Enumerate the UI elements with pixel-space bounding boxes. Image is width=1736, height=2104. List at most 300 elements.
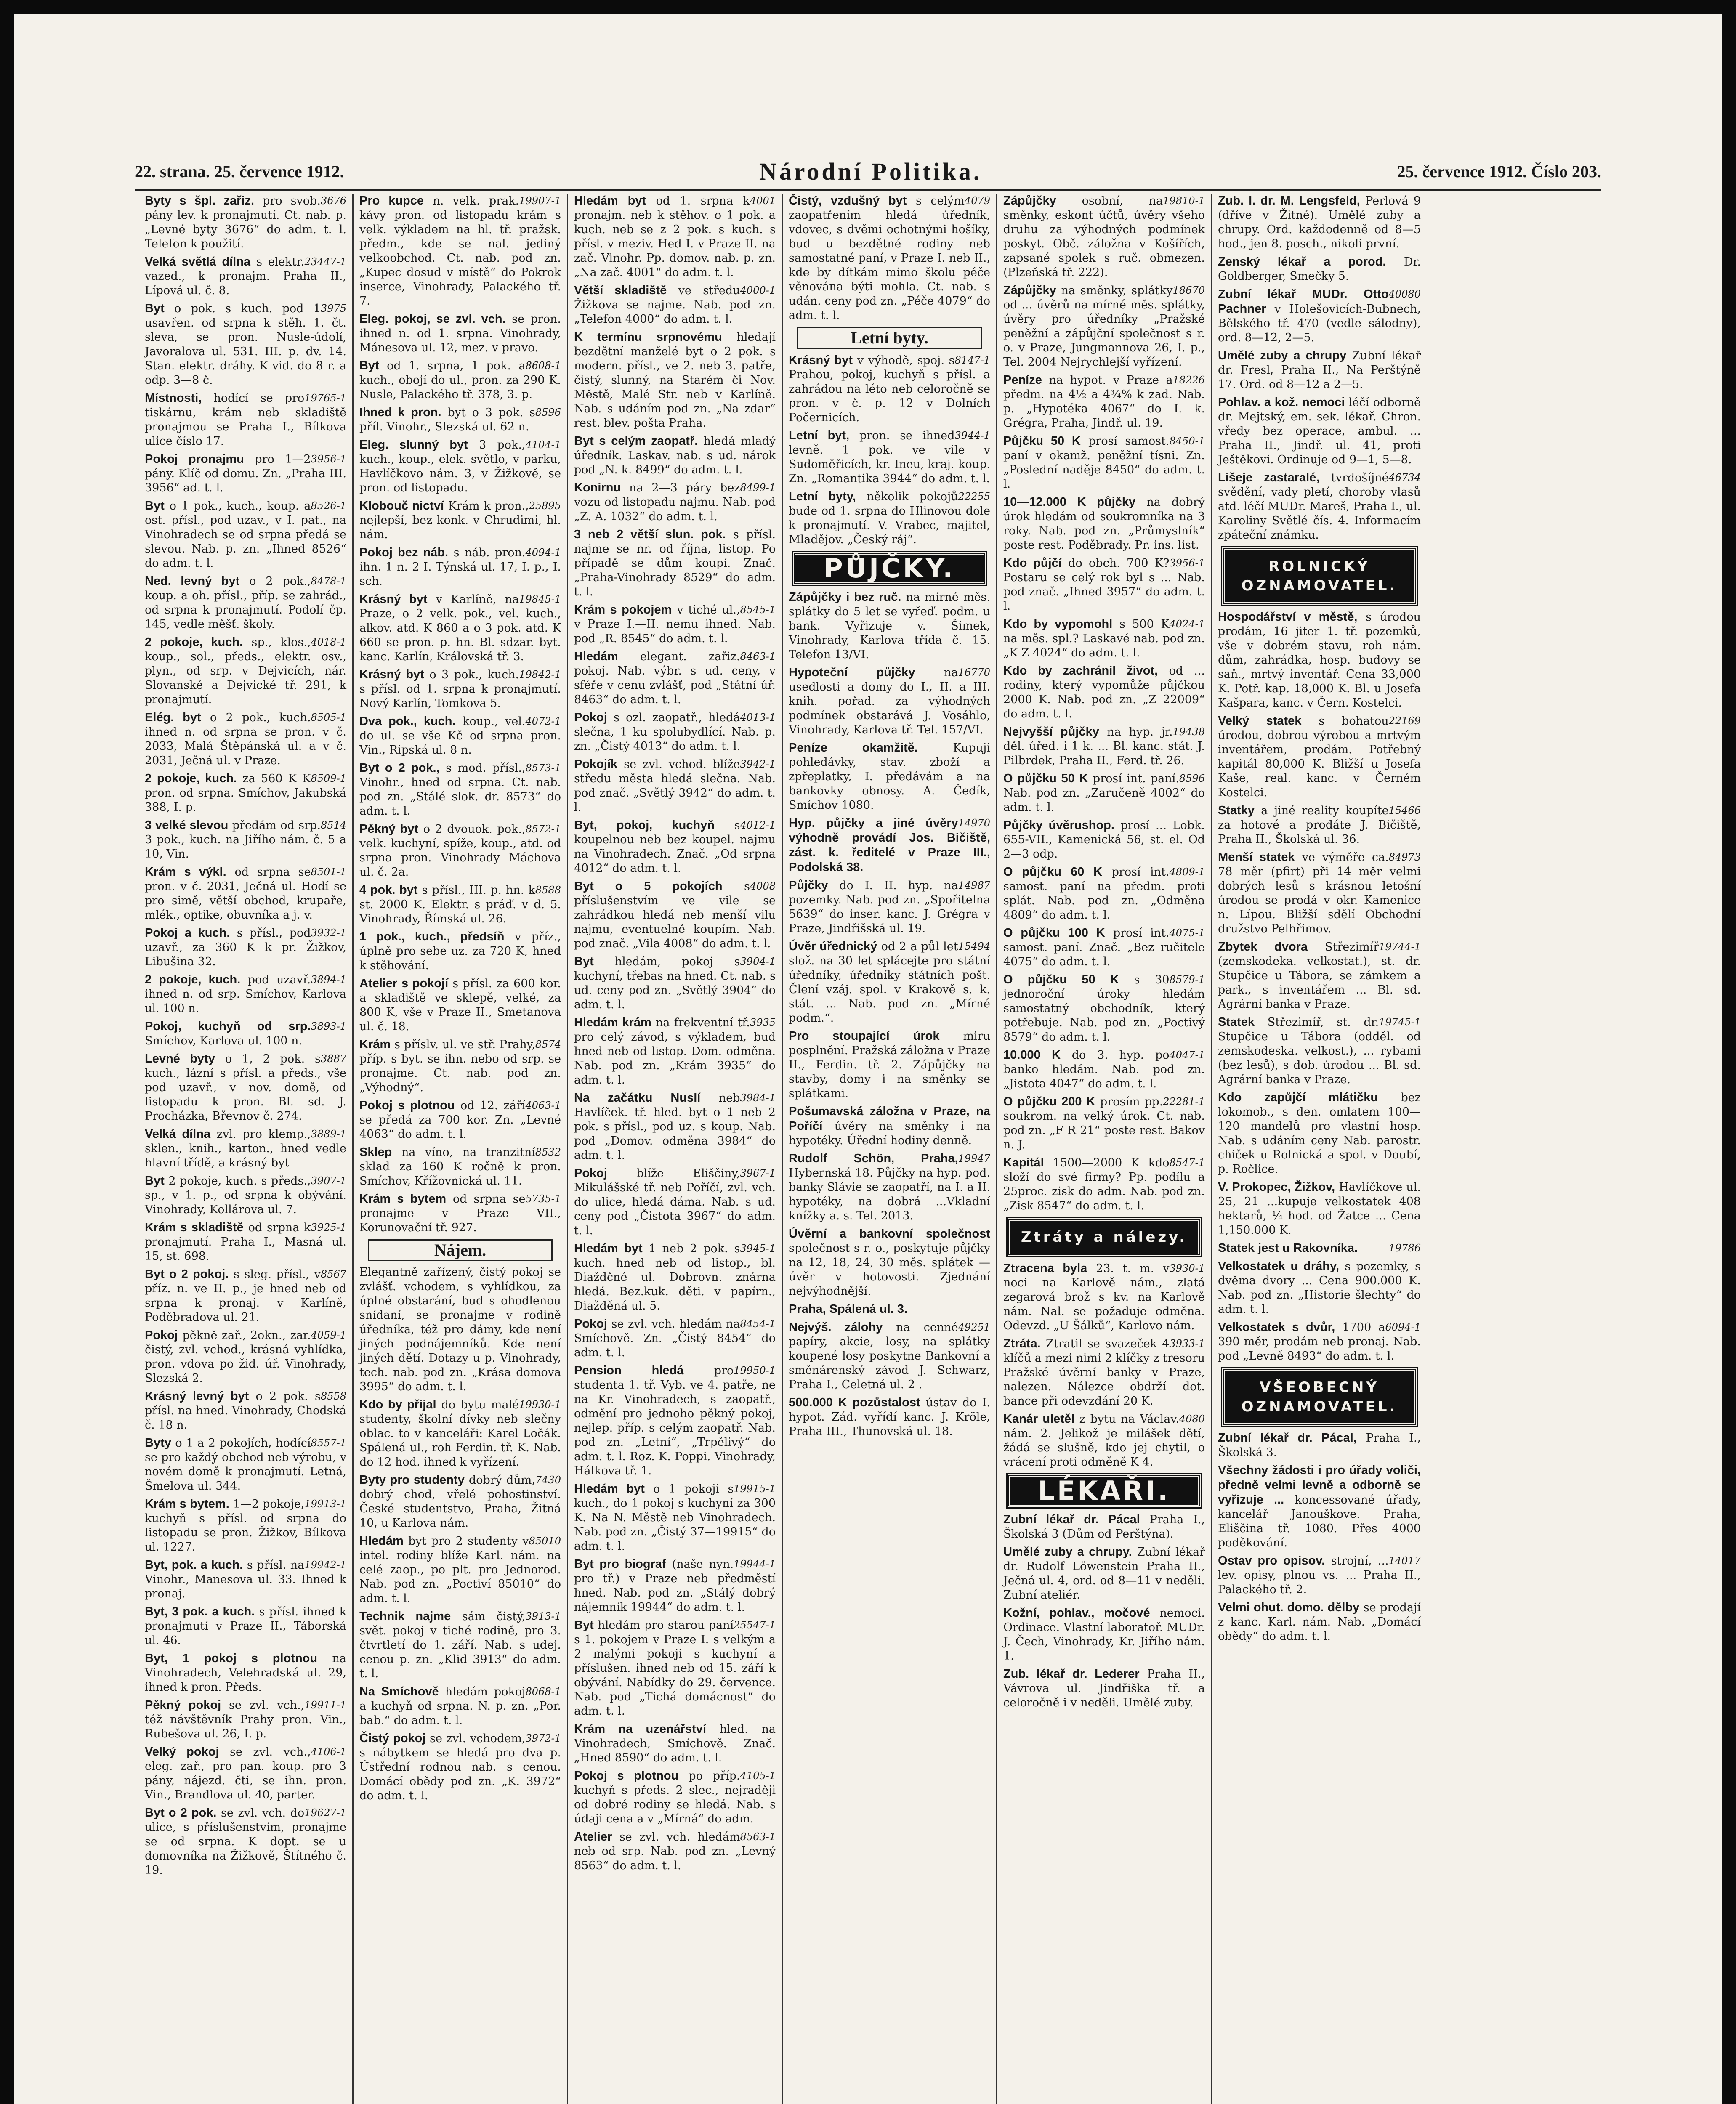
classified-ad <box>1003 1336 1205 1408</box>
ad-code: 8509-1 <box>311 773 346 784</box>
ad-code: 8463-1 <box>740 651 776 662</box>
ad-title: Menší statek <box>1218 850 1295 864</box>
ad-title: Velkostatek s dvůr, <box>1218 1320 1335 1334</box>
ad-code: 7430 <box>535 1474 561 1486</box>
classified-ad <box>1218 1431 1421 1460</box>
ad-title: Elég. byt <box>145 711 201 724</box>
ad-text: Krám k pron., nejlepší, bez konk. v Chrudimi, hl. nám. <box>359 499 561 541</box>
ad-text: Praha I., Školská 3. <box>1218 1432 1421 1459</box>
classified-ad <box>1218 1554 1421 1597</box>
classified-ad <box>359 545 561 589</box>
ad-title: Velkostatek u dráhy, <box>1218 1259 1340 1273</box>
ad-text: na usedlosti a domy do I., II. a III. knih. pořad. za výhodných podmínek obstarává J. Vosáhlo, Vinohrady, Karlova tř. Tel. 157/VI. <box>789 666 990 736</box>
ad-text: od srpna se pronajme v Praze VII., Korunovační tř. 927. <box>359 1193 561 1234</box>
ad-code: 19942-1 <box>304 1559 346 1571</box>
ad-code: 3942-1 <box>740 758 776 770</box>
ad-title: Hledám <box>574 650 618 663</box>
ad-title: Kdo zapůjčí mlátičku <box>1218 1091 1378 1104</box>
ad-text: 1500—2000 K kdo složí do své firmy? Pp. podílu a 25proc. zisk do adm. Nab. pod zn. „Zisk 8547“ do adm. t. l. <box>1003 1156 1205 1212</box>
ad-title: Pokoj, kuchyň od srp. <box>145 1020 311 1033</box>
ad-text: z bytu na Václav. nám. 2. Jelikož je milášek dětí, žádá se slušně, kdo jej chytil, o vrácení proti odměně K 4. <box>1003 1413 1205 1469</box>
ad-code: 4075-1 <box>1169 927 1205 939</box>
ad-code: 14017 <box>1388 1555 1421 1567</box>
classified-ad <box>145 1174 346 1217</box>
ad-title: Hledám byt <box>574 1482 645 1496</box>
ad-title: Pokoj a kuch. <box>145 926 230 940</box>
ad-text: Hybernská 18. Půjčky na hyp. pod. banky Slávie se zaopatří, na I. a II. hypotéky, na dobrá ...Vkladní knížky a. s. Tel. 2013. <box>789 1166 990 1222</box>
ad-title: Kanár uletěl <box>1003 1412 1075 1426</box>
ad-title: Hyp. půjčky a jiné úvěry výhodně provádí Jos. Bičiště, zást. k. ředitelé v Praze III., Podolská 38. <box>789 816 990 874</box>
ad-title: Pokojík <box>574 757 618 771</box>
classified-ad <box>789 353 990 425</box>
ad-title: Byt o 2 pok. <box>145 1806 217 1820</box>
ad-text: s ozl. zaopatř., hledá slečna, 1 ku spolubydlící. Nab. p. zn. „Čistý 4013“ do adm. t. l. <box>574 711 776 753</box>
classified-ad <box>1003 373 1205 430</box>
classified-ad <box>1003 725 1205 768</box>
classified-ad <box>574 1618 776 1719</box>
ad-code: 8558 <box>320 1390 346 1402</box>
ad-title: Ned. levný byt <box>145 574 240 588</box>
ad-text: bez lokomob., s den. omlatem 100—120 mandelů pro vlastní hosp. Nab. s udáním ceny Nab. parostr. chiček u Rolnická a spol. v Doubí, p. Ročlice. <box>1218 1091 1421 1176</box>
classified-ad <box>1218 1259 1421 1317</box>
ad-text: se zvl. vch. do ulice, s příslušenstvím, pronajme se od srpna. K dopt. se u domovníka na Žižkově, Štítného č. 19. <box>145 1806 346 1877</box>
ad-title: Krám s bytem. <box>145 1497 229 1511</box>
ad-title: 3 neb 2 větší slun. pok. <box>574 528 726 541</box>
ad-text: strojní, ... lev. opisy, plnou vs. ... Praha II., Palackého tř. 2. <box>1218 1554 1421 1596</box>
header-date-right: 25. července 1912. Číslo 203. <box>1397 162 1601 181</box>
ad-text: se zvl. vch., též návštěvník Prahy pron. Vin., Rubešova ul. 26, I. p. <box>145 1699 346 1740</box>
ad-text: s přísl., III. p. hn. k st. 2000 K. Elektr. s práď. v d. 5. Vinohrady, Římská ul. 26. <box>359 884 561 925</box>
classified-ad <box>145 301 346 388</box>
ad-title: Zubní lékař MUDr. Otto Pachner <box>1218 287 1389 316</box>
ad-text: na víno, na tranzitní sklad za 160 K ročně k pron. Smíchov, Křížovnická ul. 11. <box>359 1146 561 1187</box>
classified-ad <box>574 1722 776 1765</box>
ad-code: 8147-1 <box>954 354 990 366</box>
classified-ad <box>1218 1015 1421 1087</box>
ad-title: Byty <box>145 1436 171 1450</box>
ad-code: 6094-1 <box>1385 1321 1421 1333</box>
ad-text: koncessované úřady, kancelář Janouškove. Praha, Eliščina tř. 1080. Přes 4000 poděkování. <box>1218 1493 1421 1549</box>
ad-code: 4063-1 <box>525 1100 561 1111</box>
ad-text: Kupuji pohledávky, stav. zboží a zpřeplatky, I. předávám a na bankovky obnosy. A. Čedík, Smíchov 1080. <box>789 741 990 812</box>
ad-code: 19947 <box>958 1153 990 1164</box>
ad-code: 8505-1 <box>311 712 346 723</box>
classified-ad <box>359 499 561 542</box>
ad-text: byt o 3 pok. s příl. Vinohr., Slezská ul. 62 n. <box>359 406 535 433</box>
ad-title: Kapitál <box>1003 1156 1044 1169</box>
ad-text: od ... rodiny, který vypomůže půjčkou 2000 K. Nab. pod zn. „Z 22009“ do adm. t. l. <box>1003 664 1205 720</box>
classified-ad <box>145 1436 346 1493</box>
ad-title: Eleg. pokoj, se zvl. vch. <box>359 312 506 326</box>
ad-code: 84973 <box>1388 851 1421 863</box>
ad-text: Elegantně zařízený, čistý pokoj se zvlášť. vchodem, s vyhlídkou, za úplné obstarání, bud s ohodlenou snídaní, se pronajme v rodině úředníka, též pro dámy, kde není jiných podnájemníků. Kde není jiných dětí. Dotazy u p. Vinohrady, tech. nab. pod zn. „Krása domova 3995“ do adm. t. l. <box>359 1266 561 1393</box>
ad-title: Kdo by zachránil život, <box>1003 664 1158 677</box>
ad-code: 8068-1 <box>525 1686 561 1698</box>
ad-text: sp., klos., koup., sol., předs., elektr. osv., plyn., od srp. v Dejvicích, nár. Slovanské a Dejvické tř. 291, k pronajmutí. <box>145 636 346 706</box>
ad-text: úvěry na směnky i na hypotéky. Úřední hodiny denně. <box>789 1120 990 1147</box>
ad-text: blíže Eliščiny, Mikulášské tř. neb Poříčí, zvl. vch. do ulice, hledá dáma. Nab. s ud. ceny pod „Čistota 3967“ do adm. t. l. <box>574 1167 776 1237</box>
ad-code: 19911-1 <box>304 1699 346 1711</box>
classified-ad <box>145 865 346 922</box>
column-5 <box>997 194 1212 2104</box>
ad-title: Byt, 1 pokoj s plotnou <box>145 1652 318 1665</box>
ad-title: Zenský lékař a porod. <box>1218 255 1386 268</box>
ad-text: o 2 pok., kuch. ihned n. od srpna se pron. v č. 2033, Malá Štěpánská ul. a v č. 2031, Ječná ul. v Praze. <box>145 711 346 767</box>
ad-text: Havlíčkove ul. 25, 21 ...kupuje velkostatek 408 hektarů, ¼ hod. od Žatce ... Cena 1,150.000 K. <box>1218 1181 1421 1237</box>
classified-ad <box>1003 434 1205 491</box>
ad-code: 19786 <box>1388 1242 1421 1254</box>
ad-title: Půjčky úvěrushop. <box>1003 818 1114 832</box>
classified-ad <box>145 1267 346 1325</box>
ad-text: se zvl. vch. hledám neb od srp. Nab. pod zn. „Levný 8563“ do adm. t. l. <box>574 1830 776 1872</box>
classified-ad <box>574 1091 776 1163</box>
ad-text: o 3 pok., kuch. s přísl. od 1. srpna k pronajmutí. Nový Karlín, Tomkova 5. <box>359 668 561 710</box>
ad-text: o 2 pok., koup. a oh. přísl., příp. se zahrád., od srpna k pronajmutí. Podolí čp. 145, vedle měšť. školy. <box>145 575 346 631</box>
classified-ad <box>145 574 346 632</box>
ad-title: Velký pokoj <box>145 1745 219 1759</box>
ad-text: od 2 a půl let slož. na 30 let splácejte pro státní úředníky, úředníky státních pošt. Člení vzáj. spol. v Krakově s. k. stát. ... Nab. pod zn. „Mírné podm.“. <box>789 940 990 1025</box>
ad-text: pro svob. pány lev. k pronajmutí. Ct. nab. p. „Levné byty 3676“ do adm. t. l. Telefon k použití. <box>145 194 346 250</box>
classified-ad <box>1218 1241 1421 1256</box>
ad-code: 22255 <box>958 491 990 502</box>
classified-ad <box>145 972 346 1016</box>
ad-title: Zápůjčky i bez ruč. <box>789 590 901 604</box>
classified-ad <box>1003 664 1205 721</box>
ad-title: Hospodářství v městě, <box>1218 610 1358 624</box>
ad-title: O půjčku 50 K <box>1003 973 1119 986</box>
ad-title: Na začátku Nuslí <box>574 1091 701 1105</box>
ad-text: a jiné reality koupíte za hotové a prodáte J. Bičiště, Praha II., Školská ul. 36. <box>1218 804 1421 846</box>
ad-title: Zub. lékař dr. Lederer <box>1003 1667 1140 1681</box>
classified-ad <box>145 710 346 768</box>
classified-ad <box>145 1220 346 1264</box>
section-heading: Letní byty. <box>797 327 982 349</box>
ad-text: se zvl. vchodem, s nábytkem se hledá pro dva p. Ústřední rodnou nab. s cenou. Domácí obědy pod zn. „K. 3972“ do adm. t. l. <box>359 1732 561 1802</box>
column-3 <box>568 194 783 2104</box>
ad-text: (naše nyn. pro tř.) v Praze neb předměstí hned. Nab. pod zn. „Stálý dobrý nájemník 19944“ do adm. t. l. <box>574 1558 776 1614</box>
ad-title: Kdo by přijal <box>359 1398 436 1411</box>
classified-ad <box>359 1192 561 1235</box>
classified-ad <box>574 1482 776 1554</box>
ad-text: 1 neb 2 pok. s kuch. hned neb od listop., bl. Diaždčné ul. Dobrovn. znárna hledá. Bez.kuk. děti. v papírn., Diažděná ul. 5. <box>574 1242 776 1312</box>
ad-text: s elektr. vazed., k pronajm. Praha II., Lípová ul. č. 8. <box>145 255 346 297</box>
ad-code: 4059-1 <box>311 1329 346 1341</box>
classified-ad <box>1003 1545 1205 1602</box>
ad-title: 4 pok. byt <box>359 883 418 897</box>
ad-code: 8450-1 <box>1169 435 1205 447</box>
ad-text: se prodají z kanc. Karl. nám. Nab. „Domácí obědy“ do adm. t. l. <box>1218 1601 1421 1643</box>
ad-code: 8596 <box>1179 773 1205 784</box>
ad-text: od 1. srpna, 1 pok. a kuch., obojí do ul., pron. za 290 K. Nusle, Palackého tř. 378, 3. p. <box>359 359 561 401</box>
ad-code: 19744-1 <box>1379 941 1421 953</box>
ad-title: Ostav pro opisov. <box>1218 1554 1325 1567</box>
ad-title: Hledám byt <box>574 194 646 207</box>
ad-text: o 1, 2 pok. s kuch., lázní s přísl. a předs., vše pod uzavř., v nov. domě, od listopadu k pron. Bl. sd. J. Procházka, Břevnov č. 274. <box>145 1052 346 1123</box>
ad-code: 46734 <box>1388 472 1421 483</box>
ad-code: 19913-1 <box>304 1498 346 1510</box>
ad-title: Peníze <box>1003 373 1042 387</box>
ad-text: na mírné měs. splátky do 5 let se vyřeď. podm. u bank. Vyřizuje v. Šimek, Vinohrady, Karlova třída č. 15. Telefon 13/VI. <box>789 591 990 661</box>
ad-text: pron. se ihned levně. 1 pok. ve vile v Sudoměřicích, kr. Ineu, kraj. koup. Zn. „Romantika 3944“ do adm. t. l. <box>789 429 990 485</box>
ad-title: 500.000 K pozůstalost <box>789 1396 920 1409</box>
ad-text: hledají bezdětní manželé byt o 2 pok. s modern. přísl., ve 2. neb 3. patře, čistý, slunný, na Starém či Nov. Městě, Malé Str. neb v Karlíně. Nab. s udáním pod zn. „Na zdar“ rest. blev. pošta Praha. <box>574 331 776 430</box>
ad-text: o 1 a 2 pokojích, hodící se pro každý obchod neb výrobu, v novém domě k pronajmutí. Letná, Šmelova ul. 344. <box>145 1437 346 1493</box>
ad-title: Krám s skladiště <box>145 1221 244 1234</box>
ad-title: Byt <box>145 499 165 513</box>
header-date-left: 22. strana. 25. července 1912. <box>135 162 344 181</box>
ad-text: hledá mladý úředník. Laskav. nab. s ud. nárok pod „N. k. 8499“ do adm. t. l. <box>574 435 776 476</box>
ad-text: v příz., úplně pro sebe uz. za 720 K, hned k stěhování. <box>359 930 561 972</box>
classified-ad <box>359 714 561 757</box>
ad-code: 18670 <box>1172 284 1205 296</box>
ad-title: Technik najme <box>359 1610 451 1623</box>
ad-text: s úrodou prodám, 16 jiter 1. tř. pozemků, vše v dobrém stavu, roh nám. dům, zahrádka, hosp. budovy se saň., mrtvý inventář. Cena 33,000 K. Potř. kap. 18,000 K. Bl. u Josefa Kašpara, kanc. v Čern. Kostelci. <box>1218 611 1421 709</box>
classified-ad <box>574 1166 776 1238</box>
classified-ad <box>1218 348 1421 392</box>
ad-title: Zápůjčky <box>1003 284 1056 297</box>
classified-ad <box>359 438 561 495</box>
ad-code: 3933-1 <box>1169 1338 1205 1350</box>
ad-title: Lišeje zastaralé, <box>1218 471 1320 484</box>
ad-title: Ztracena byla <box>1003 1262 1087 1275</box>
ad-title: Byt <box>574 1618 594 1632</box>
classified-ad <box>1218 395 1421 467</box>
ad-text: 23. t. m. v noci na Karlově nám., zlatá zegarová brož s kv. na Karlově nám. Nal. se požaduje odměna. Odevzd. „U Šálků“, Karlovo nám. <box>1003 1262 1205 1332</box>
ad-text: 1700 a 390 měr, prodám neb pronaj. Nab. pod „Levně 8493“ do adm. t. l. <box>1218 1321 1421 1363</box>
ad-code: 8514 <box>320 819 346 831</box>
section-banner: LÉKAŘI. <box>1008 1474 1201 1507</box>
ad-code: 8608-1 <box>525 360 561 372</box>
ad-text: od srpna se pron. v č. 2031, Ječná ul. Hodí se pro simě, větší obchod, krupaře, mlék., optike, obuvníka a j. v. <box>145 866 346 922</box>
ad-text: hledám pro starou paní s 1. pokojem v Praze I. s velkým a 2 malými pokoji s kuchyní a příslušen. ihned neb od 15. září k obývání. Nabídky do 29. července. Nab. pod „Tichá domácnost“ do adm. t. l. <box>574 1619 776 1718</box>
ad-title: 10—12.000 K půjčky <box>1003 495 1136 509</box>
ad-title: Umělé zuby a chrupy <box>1218 349 1347 362</box>
ad-text: se pron. ihned n. od 1. srpna. Vinohrady, Mánesova ul. 12, mez. v pravo. <box>359 313 561 354</box>
ad-title: Kožní, pohlav., močové <box>1003 1606 1150 1620</box>
classified-ad <box>574 649 776 707</box>
classified-ad <box>1218 1320 1421 1363</box>
ad-text: na frekventní tř. pro celý závod, s výkladem, bud hned neb od listop. Dom. odměna. Nab. pod zn. „Krám 3935“ do adm. t. l. <box>574 1016 776 1087</box>
classified-ad <box>1218 940 1421 1012</box>
ad-title: 2 pokoje, kuch. <box>145 772 237 785</box>
ad-text: prosí ... Lobk. 655-VII., Kamenická 56, st. el. Od 2—3 odp. <box>1003 819 1205 861</box>
ad-text: Dr. Goldberger, Smečky 5. <box>1218 255 1421 283</box>
section-banner: Ztráty a nálezy. <box>1008 1218 1201 1256</box>
ad-text: prosí int. samost. paní. Znač. „Bez ručitele 4075“ do adm. t. l. <box>1003 927 1205 968</box>
section-banner: PŮJČKY. <box>793 552 986 585</box>
classified-ad <box>789 1029 990 1101</box>
ad-title: O půjčku 50 K <box>1003 772 1088 785</box>
ad-text: s koupelnou neb bez koupel. najmu na Vinohradech. Znač. „Od srpna 4012“ do adm. t. l. <box>574 819 776 875</box>
ad-code: 4047-1 <box>1169 1049 1205 1061</box>
ad-code: 4080 <box>1179 1413 1205 1425</box>
ad-code: 3913-1 <box>525 1610 561 1622</box>
ad-text: o 2 dvouok. pok., velk. kuchyní, spíže, koup., atd. od srpna pron. Vinohrady Máchova ul. č. 2a. <box>359 823 561 879</box>
classified-ad <box>1003 1261 1205 1333</box>
ad-code: 3930-1 <box>1169 1262 1205 1274</box>
ad-text: prosí int. paní. Nab. pod zn. „Zaručeně 4002“ do adm. t. l. <box>1003 772 1205 814</box>
ad-text: miru posplnění. Pražská záložna v Praze II., Ferdin. tř. 2. Zápůjčky na stavby, domy i na směnky se splátkami. <box>789 1030 990 1100</box>
ad-text: na dobrý úrok hledám od soukromníka na 3 roky. Nab. pod zn. „Průmyslník“ poste rest. Poděbrady. Pr. ins. list. <box>1003 496 1205 552</box>
ad-code: 16770 <box>958 667 990 678</box>
classified-ad <box>789 1227 990 1299</box>
ad-title: Půjčky <box>789 879 828 892</box>
ad-text: s celým zaopatřením hledá úředník, vdovec, s dvěmi ochotnými hošíky, bud u bezdětné rodiny neb samostatné paní, v Praze I. neb II., kde by dítkám mimo školu péče věnována býti mohla. Ct. nab. s udán. ceny pod zn. „Péče 4079“ do adm. t. l. <box>789 194 990 322</box>
classified-ad <box>1003 283 1205 369</box>
classified-ad <box>574 434 776 477</box>
ad-text: dobrý dům, dobrý chod, vřelé pohostinství. České studentstvo, Praha, Žitná 10, u Karlova nám. <box>359 1474 561 1530</box>
ad-code: 19627-1 <box>304 1807 346 1819</box>
ad-text: Praha II., Vávrova ul. Jindřiška tř. a celoročně i v neděli. Umělé zuby. <box>1003 1668 1205 1709</box>
ad-code: 19845-1 <box>519 593 561 605</box>
ad-title: Krám s výkl. <box>145 865 226 879</box>
ad-text: se zvl. vchod. blíže středu města hledá slečna. Nab. pod znač. „Světlý 3942“ do adm. t. l. <box>574 758 776 814</box>
ad-code: 3935 <box>750 1017 776 1028</box>
ad-code: 22169 <box>1388 715 1421 727</box>
classified-ad <box>359 1145 561 1188</box>
classified-ad <box>359 930 561 973</box>
ad-title: K termínu srpnovému <box>574 330 722 344</box>
ad-title: Hledám <box>359 1534 404 1548</box>
ad-title: Větší skladiště <box>574 284 667 297</box>
ad-title: Ztráta. <box>1003 1337 1041 1350</box>
ad-text: s příslv. ul. ve stř. Prahy, příp. s byt. se ihn. nebo od srp. se pronajme. Ct. nab. pod zn. „Výhodný“. <box>359 1038 561 1094</box>
ad-text: s 500 K na měs. spl.? Laskavé nab. pod zn. „K Z 4024“ do adm. t. l. <box>1003 618 1205 659</box>
ad-code: 14970 <box>958 817 990 829</box>
ad-text: koup., vel. do ul. se vše Kč od srpna pron. Vin., Ripská ul. 8 n. <box>359 715 561 757</box>
ad-code: 14987 <box>958 879 990 891</box>
ad-title: Pokoj pronajmu <box>145 452 244 466</box>
column-6 <box>1212 194 1427 2104</box>
ad-title: Klobouč nictví <box>359 499 444 513</box>
newspaper-title: Národní Politika. <box>759 157 982 185</box>
ad-code: 3925-1 <box>311 1222 346 1233</box>
ad-code: 8596 <box>535 406 561 418</box>
ad-text: Perlová 9 (dříve v Žitné). Umělé zuby a chrupy. Ord. každodenně od 8—5 hod., jen 8. posch., nikoli první. <box>1218 194 1421 250</box>
ad-code: 19930-1 <box>519 1399 561 1411</box>
ad-title: Velká světlá dílna <box>145 255 251 268</box>
section-heading: Nájem. <box>368 1239 553 1261</box>
ad-text: o 1 pok., kuch., koup. a ost. přísl., pod uzav., v I. pat., na Vinohradech se od srpna předá se slevou. Nab. p. zn. „Ihned 8526“ do adm. t. l. <box>145 499 346 570</box>
ad-text: s náb. pron. ihn. 1 n. 2 I. Týnská ul. 17, I. p., I. sch. <box>359 546 561 588</box>
ad-title: Zub. l. dr. M. Lengsfeld, <box>1218 194 1360 207</box>
classified-ad <box>574 757 776 815</box>
ad-text: 3 pok., kuch., koup., elek. světlo, v parku, Havlíčkovo nám. 3, v Žižkově, se pron. od listopadu. <box>359 438 561 494</box>
ad-code: 8557-1 <box>311 1437 346 1449</box>
ad-code: 3967-1 <box>740 1167 776 1179</box>
ad-code: 8532 <box>535 1146 561 1158</box>
ad-title: Peníze okamžitě. <box>789 741 918 754</box>
ad-text: pod uzavř. ihned n. od srp. Smíchov, Karlova ul. 100 n. <box>145 973 346 1015</box>
ad-code: 3889-1 <box>311 1128 346 1140</box>
classified-ad <box>145 1389 346 1432</box>
ad-text: sám čistý, svět. pokoj v tiché rodině, pro 3. čtvrtletí do 1. září. Nab. s udej. cenou p. zn. „Klid 3913“ do adm. t. l. <box>359 1610 561 1680</box>
ad-text: s příslušenstvím ve vile se zahrádkou hledá neb menší vilu najmu, eventuelně koupím. Nab. pod znač. „Vila 4008“ do adm. t. l. <box>574 880 776 950</box>
ad-text: s bohatou úrodou, dobrou výrobou a mrtvým inventářem, prodám. Potřebný kapitál 80,000 K. Bližší u Josefa Kaše, real. kanc. v Černém Kostelci. <box>1218 715 1421 799</box>
classified-ad <box>359 667 561 711</box>
ad-title: Pension hledá <box>574 1364 684 1377</box>
classified-ad <box>145 1806 346 1878</box>
classified-ad <box>789 1320 990 1392</box>
classified-ad <box>789 590 990 662</box>
ad-title: 10.000 K <box>1003 1048 1061 1062</box>
ad-code: 15494 <box>958 940 990 952</box>
ad-text: na 2—3 páry bez vozu od listopadu najmu. Nab. pod „Z. A. 1032“ do adm. t. l. <box>574 481 776 523</box>
ad-code: 19438 <box>1172 726 1205 738</box>
classified-ad <box>1218 287 1421 345</box>
classified-ad <box>574 1769 776 1826</box>
classified-ad <box>359 194 561 308</box>
ad-code: 19765-1 <box>304 392 346 404</box>
ad-code: 8547-1 <box>1169 1157 1205 1169</box>
classified-ad <box>789 741 990 813</box>
ad-code: 8579-1 <box>1169 974 1205 986</box>
classified-ad <box>145 1745 346 1802</box>
classified-ad <box>1218 803 1421 847</box>
ad-title: Byt <box>145 1174 165 1187</box>
ad-text: zvl. pro klemp., sklen., knih., karton., hned vedle hlavní třídě, a krásný byt <box>145 1128 346 1169</box>
ad-text: v tiché ul., v Praze I.—II. nemu ihned. Nab. pod „R. 8545“ do adm. t. l. <box>574 603 776 645</box>
classified-ad <box>1003 771 1205 815</box>
section-banner: VŠEOBECNÝ OZNAMOVATEL. <box>1222 1368 1417 1426</box>
classified-ad <box>574 818 776 876</box>
ad-text: o 1 pokoji s kuch., do 1 pokoj s kuchyní za 300 K. Na N. Městě neb Vinohradech. Nab. pod zn. „Čistý 37—19915“ do adm. t. l. <box>574 1482 776 1553</box>
ad-title: Statek jest u Rakovníka. <box>1218 1241 1358 1255</box>
classified-ad <box>574 283 776 327</box>
ad-title: Krám s bytem <box>359 1192 447 1206</box>
classified-ad <box>574 1241 776 1313</box>
ad-code: 3945-1 <box>740 1243 776 1254</box>
ad-text: ve středu Žižkova se najme. Nab. pod zn. „Telefon 4000“ do adm. t. l. <box>574 284 776 326</box>
ad-text: s 30 jednoroční úroky hledám samostatný obchodník, který potřebuje. Nab. pod zn. „Poctivý 8579“ do adm. t. l. <box>1003 973 1205 1044</box>
section-banner: ROLNICKÝ OZNAMOVATEL. <box>1222 547 1417 605</box>
ad-text: od 12. září se předá za 700 kor. Zn. „Levné 4063“ do adm. t. l. <box>359 1099 561 1141</box>
ad-title: 2 pokoje, kuch. <box>145 973 241 986</box>
ad-title: Pokoj s plotnou <box>359 1099 455 1112</box>
ad-text: od srpna k pronajmutí. Praha I., Masná ul. 15, st. 698. <box>145 1221 346 1263</box>
ad-title: Velká dílna <box>145 1127 211 1141</box>
ad-title: Zbytek dvora <box>1218 940 1308 954</box>
ad-text: osobní, na směnky, eskont účtů, úvěry všeho druhu za výhodných podmínek poskyt. Obč. záložna v Košířích, zapsané spolek s ruč. obmezen. (Plzeňská tř. 222). <box>1003 194 1205 279</box>
ad-title: Umělé zuby a chrupy. <box>1003 1545 1132 1559</box>
ad-title: 3 velké slevou <box>145 818 229 832</box>
classified-ad <box>1003 495 1205 553</box>
ad-text: hodící se pro tiskárnu, krám neb skladiště pronajmou se Praha I., Bílkova ulice číslo 17. <box>145 392 346 448</box>
ad-title: Statky <box>1218 804 1255 817</box>
classified-columns <box>139 194 1641 2104</box>
ad-text: prosím pp. soukrom. na velký úrok. Ct. nab. pod zn. „F R 21“ poste rest. Bakov n. J. <box>1003 1095 1205 1151</box>
classified-ad <box>1003 1667 1205 1710</box>
classified-ad <box>145 391 346 449</box>
classified-ad <box>359 1397 561 1469</box>
ad-code: 40080 <box>1388 288 1421 300</box>
ad-text: s přísl. najme se nr. od října, listop. Po případě se dům koupí. Znač. „Praha-Vinohrady 8529“ do adm. t. l. <box>574 528 776 598</box>
ad-title: Velmi ohut. domo. dělby <box>1218 1601 1360 1614</box>
ad-title: Kdo půjčí <box>1003 556 1062 570</box>
ad-title: Hledám byt <box>574 1242 643 1255</box>
classified-ad <box>574 1557 776 1615</box>
ad-code: 4079 <box>964 195 990 207</box>
classified-ad <box>145 194 346 251</box>
ad-code: 8501-1 <box>311 866 346 878</box>
ad-text: v Karlíně, na Praze, o 2 velk. pok., vel. kuch., alkov. atd. K 860 a o 3 pok. atd. K 660 se pron. p. hn. Bl. sdzar. byt. kanc. Karlín, Královská tř. 3. <box>359 593 561 663</box>
ad-code: 3984-1 <box>740 1092 776 1104</box>
ad-title: Byt, 3 pok. a kuch. <box>145 1605 255 1618</box>
classified-ad <box>145 1558 346 1601</box>
ad-text: pěkně zař., 2okn., zar. čistý, zvl. vchod., krásná vyhlídka, pron. vdova po žid. úř. Vinohrady, Slezská 2. <box>145 1329 346 1385</box>
ad-title: Letní byt, <box>789 429 850 442</box>
ad-title: Krásný byt <box>789 353 853 367</box>
